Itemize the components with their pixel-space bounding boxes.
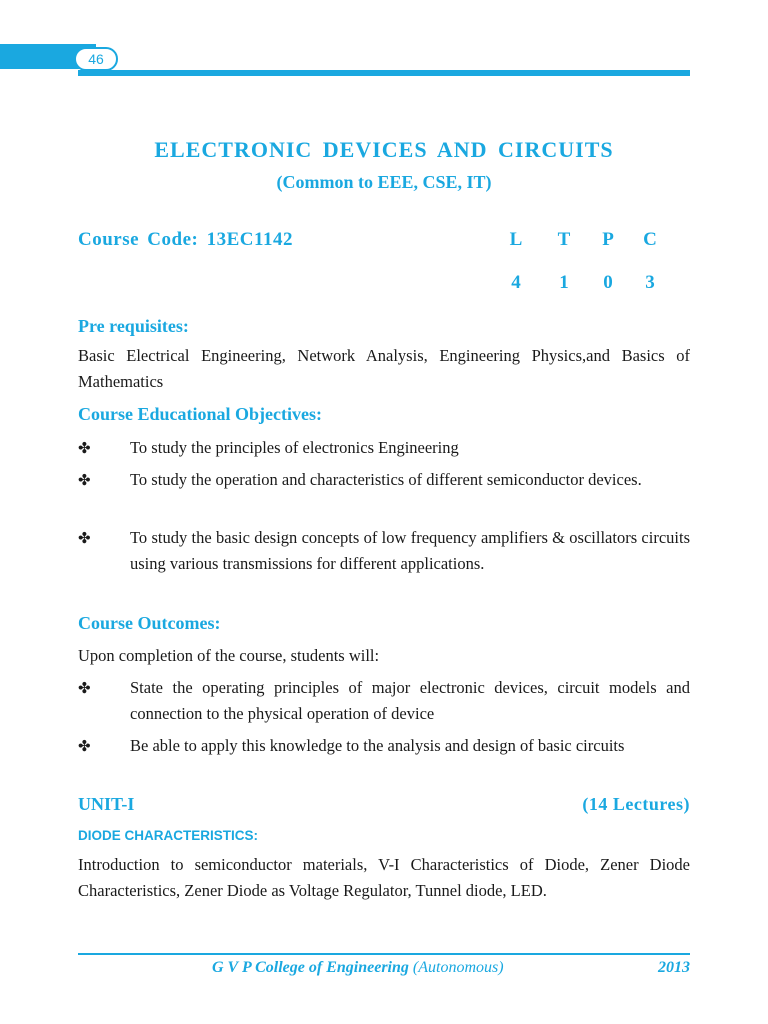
page-subtitle: (Common to EEE, CSE, IT) [276,172,492,192]
outcomes-intro: Upon completion of the course, students will: [78,646,380,665]
unit-subheading: DIODE CHARACTERISTICS: [78,828,259,843]
page-number: 46 [74,47,118,71]
footer-rule [78,953,690,955]
outcome-text: State the operating principles of major electronic devices, circuit models and connection to the physical operation of device [130,678,690,723]
footer-college [212,959,504,977]
ltpc-value-l: 4 [511,272,521,293]
ltpc-value-c: 3 [645,272,655,293]
bullet-icon: ✤ [78,529,91,547]
ltpc-label-l: L [509,229,523,250]
ltpc-value-t: 1 [559,272,569,293]
header-rule [78,70,690,76]
objective-text: To study the principles of electronics Engineering [130,438,459,457]
ltpc-value-p: 0 [603,272,613,293]
outcomes-heading: Course Outcomes: [78,613,221,633]
footer-year: 2013 [658,959,690,976]
bullet-icon: ✤ [78,439,91,457]
ltpc-label-c: C [643,229,657,250]
unit-lectures: (14 Lectures) [582,794,690,814]
objectives-heading: Course Educational Objectives: [78,404,322,424]
unit-description: Introduction to semiconductor materials, V-I Characteristics of Diode, Zener Diode Characteristics, Zener Diode as Voltage Regulator, Tunnel diode, LED. [78,855,690,900]
outcome-text: Be able to apply this knowledge to the analysis and design of basic circuits [130,736,625,755]
prerequisites-text: Basic Electrical Engineering, Network Analysis, Engineering Physics,and Basics of Mathematics [78,346,690,391]
objective-text: To study the operation and characteristics of different semiconductor devices. [130,470,642,489]
ltpc-label-p: P [602,229,614,250]
bullet-icon: ✤ [78,679,91,697]
unit-title: UNIT-I [78,794,135,814]
ltpc-label-t: T [557,229,571,250]
page-title: ELECTRONIC DEVICES AND CIRCUITS [154,137,614,162]
footer-college-name: G V P College of Engineering [212,959,409,976]
bullet-icon: ✤ [78,737,91,755]
bullet-icon: ✤ [78,471,91,489]
course-code: Course Code: 13EC1142 [78,229,293,250]
footer-autonomous: (Autonomous) [412,959,504,976]
objective-text: To study the basic design concepts of low frequency amplifiers & oscillators circuits using various transmissions for different applications. [130,528,690,573]
prerequisites-heading: Pre requisites: [78,316,189,336]
